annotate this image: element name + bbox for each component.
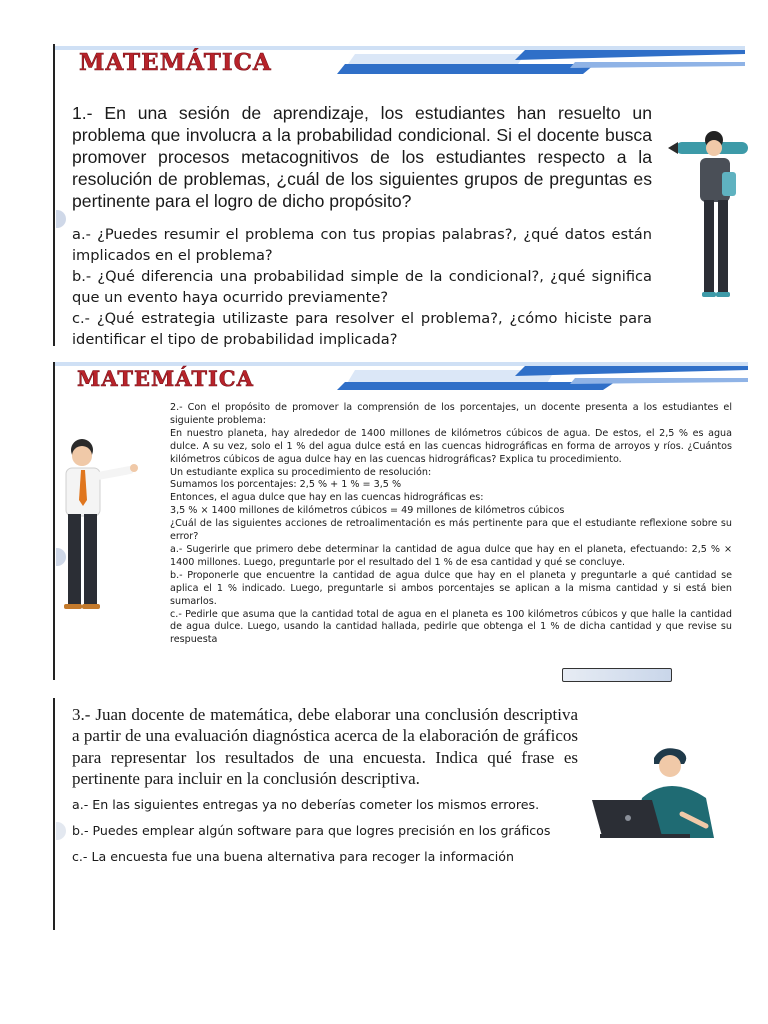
question-2-student-intro: Un estudiante explica su procedimiento de resolución:: [170, 466, 432, 478]
question-2-problem: En nuestro planeta, hay alrededor de 1400 millones de kilómetros cúbicos de agua. De estos, el 2,5 % es agua dulce. A su vez, solo el 1 % del agua dulce está en las cuencas hidrográficas en forma de arroyos y ríos. ¿Cuántos kilómetros cúbicos de agua dulce hay en las cuencas hidrográficas? Explica tu procedimiento.: [170, 427, 732, 465]
question-2-stem: 2.- Con el propósito de promover la comprensión de los porcentajes, un docente presenta a los estudiantes el siguiente problema:: [170, 402, 732, 426]
question-2-option-b: b.- Proponerle que encuentre la cantidad de agua dulce que hay en el planeta y preguntarle a qué cantidad se aplica el 1 % indicado. Luego, preguntarle si ambos porcentajes se aplican a la misma cantidad y si está bien sumarlos.: [170, 569, 732, 607]
question-1: [72, 102, 652, 350]
question-2-step-1: Sumamos los porcentajes: 2,5 % + 1 % = 3,5 %: [170, 479, 402, 491]
question-2-option-c: c.- Pedirle que asuma que la cantidad total de agua en el planeta es 100 kilómetros cúbicos y que halle la cantidad de agua dulce. Luego, usando la cantidad hallada, pedirle que obtenga el 1 % de dicha cantidad y que revise su respuesta: [170, 608, 732, 646]
panel-3-left-border: [53, 698, 55, 930]
question-3-option-b: b.- Puedes emplear algún software para que logres precisión en los gráficos: [72, 822, 551, 838]
banner-1-title: MATEMÁTICA: [79, 49, 272, 76]
question-3-option-a: a.- En las siguientes entregas ya no deberías cometer los mismos errores.: [72, 796, 540, 812]
question-2-option-a: a.- Sugerirle que primero debe determinar la cantidad de agua dulce que hay en el planeta, efectuando: 2,5 % × 1400 millones. Luego, preguntarle por el resultado del 1 % de esa cantidad y qué se concluye.: [170, 543, 732, 568]
panel-3-side-tab: [56, 822, 66, 840]
question-3: [72, 704, 578, 874]
question-3-option-c: c.- La encuesta fue una buena alternativa para recoger la información: [72, 848, 514, 864]
banner-1: [55, 44, 745, 82]
banner-2-title: MATEMÁTICA: [77, 366, 254, 391]
question-3-stem: 3.- Juan docente de matemática, debe elaborar una conclusión descriptiva a partir de una evaluación diagnóstica acerca de la elaboración de gráficos para representar los resultados de una encuesta. Indica qué frase es pertinente para incluir en la conclusión descriptiva.: [72, 705, 578, 789]
woman-pencil-illustration: [668, 128, 748, 300]
banner-2: [55, 362, 748, 400]
panel-2-left-border: [53, 362, 55, 680]
question-1-option-a: a.- ¿Puedes resumir el problema con tus propias palabras?, ¿qué datos están implicados en el problema?: [72, 226, 652, 264]
question-2-question: ¿Cuál de las siguientes acciones de retroalimentación es más pertinente para que el estudiante reflexione sobre su error?: [170, 518, 732, 543]
man-laptop-illustration: [590, 744, 732, 840]
question-2-step-3: 3,5 % × 1400 millones de kilómetros cúbicos = 49 millones de kilómetros cúbicos: [170, 505, 565, 517]
man-presenter-illustration: [58, 436, 142, 614]
question-2-step-2: Entonces, el agua dulce que hay en las cuencas hidrográficas es:: [170, 492, 484, 504]
panel-1-left-border: [53, 44, 55, 346]
embedded-toolbar-thumbnail: [562, 668, 672, 682]
question-2: [170, 402, 732, 647]
question-1-stem: 1.- En una sesión de aprendizaje, los estudiantes han resuelto un problema que involucra a la probabilidad condicional. Si el docente busca promover procesos metacognitivos de los estudiantes respecto a la resolución de problemas, ¿cuál de los siguientes grupos de preguntas es pertinente para el logro de dicho propósito?: [72, 103, 652, 211]
question-1-option-c: c.- ¿Qué estrategia utilizaste para resolver el problema?, ¿cómo hiciste para identificar el tipo de probabilidad implicada?: [72, 310, 652, 348]
question-1-option-b: b.- ¿Qué diferencia una probabilidad simple de la condicional?, ¿qué significa que un evento haya ocurrido previamente?: [72, 268, 652, 306]
